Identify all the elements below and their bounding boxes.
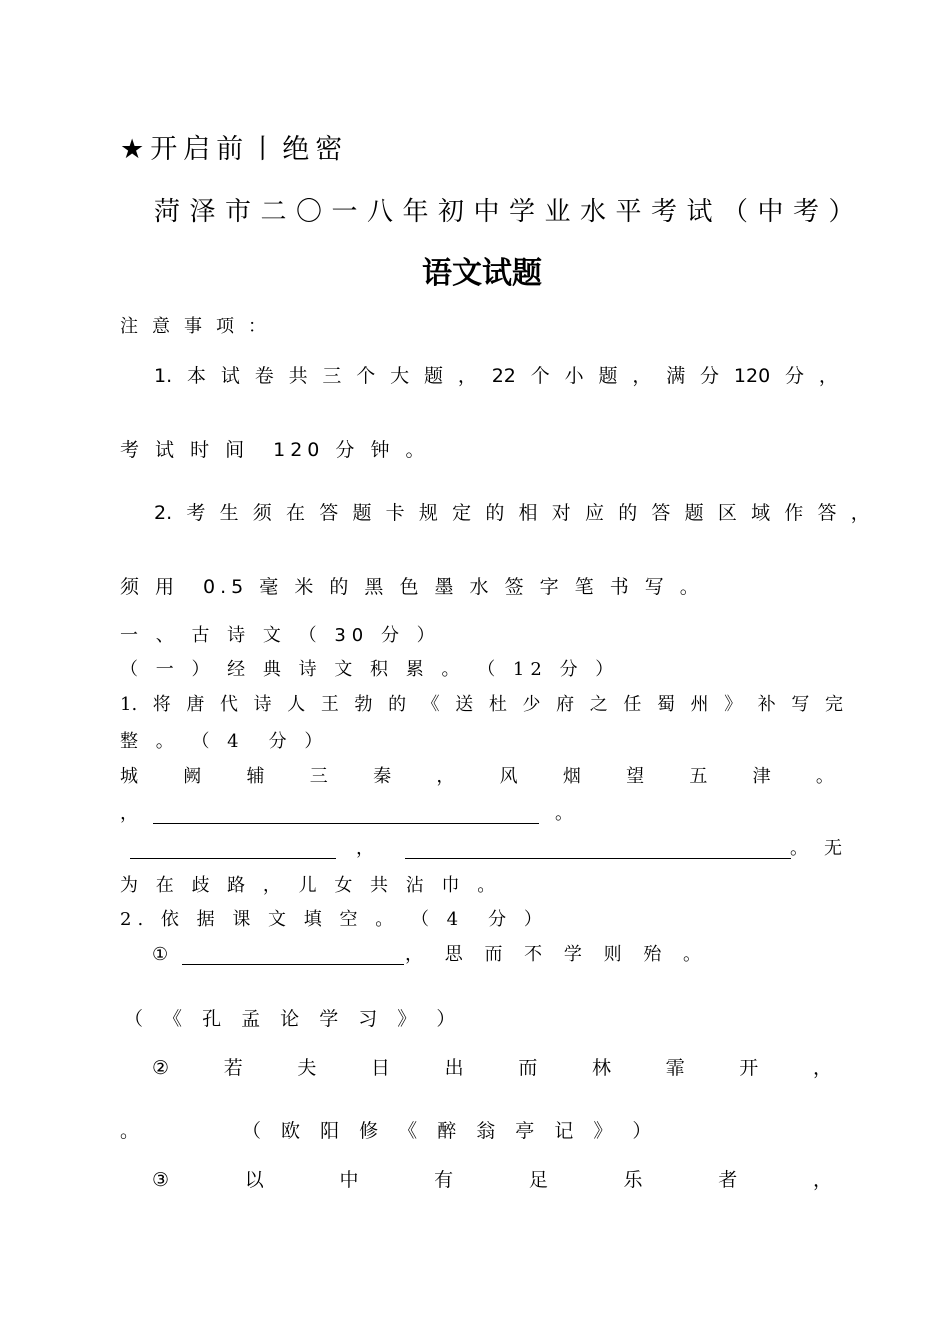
blank-line-2[interactable] [130,840,336,859]
char: 对 [551,502,571,524]
char: 写 [791,694,810,715]
char: ， [812,1057,832,1079]
char: 阙 [183,766,202,787]
char: ， [632,365,652,387]
char: 考 [186,502,206,524]
char: 22 [491,365,516,387]
char: 》 [724,694,743,715]
char: 试 [220,365,240,387]
question-1-line-1 [120,696,843,714]
char: ③ [152,1169,170,1191]
poem-line-2 [120,805,138,823]
char: 题 [684,502,704,524]
char: 题 [598,365,618,387]
char: 烟 [562,766,581,787]
char: ， [436,766,455,787]
char: 唐 [186,694,205,715]
char: ， [457,365,477,387]
item-1-text: ， 思 而 不 学 则 殆 。 [405,944,710,965]
notice-item-2-line-2: 须 用 0.5 毫 米 的 黑 色 墨 水 签 字 笔 书 写 。 [120,576,704,598]
char: 而 [518,1057,538,1079]
char: 者 [718,1169,738,1191]
char: 须 [252,502,272,524]
item-1-marker: ① [152,944,169,965]
char: 王 [320,694,339,715]
char: 题 [424,365,444,387]
char: 三 [322,365,342,387]
char: 小 [564,365,584,387]
char: 分 [700,365,720,387]
char: 作 [784,502,804,524]
period-mark: 。 [555,803,573,824]
notice-item-1-line-2: 考 试 时 间 120 分 钟 。 [120,439,430,461]
subject-title: 语文试题 [422,256,542,291]
char: 120 [733,365,771,387]
question-2-heading: 2. 依 据 课 文 填 空 。 （ 4 分 ） [120,909,548,930]
char: 答 [651,502,671,524]
char: 府 [556,694,575,715]
char: 本 [186,365,206,387]
char: 完 [824,694,843,715]
notice-item-2-line-1 [154,504,870,523]
part-1-heading: （ 一 ） 经 典 诗 文 积 累 。 （ 12 分 ） [120,659,620,680]
char: 夫 [297,1057,317,1079]
period-mark-2: 。 [790,838,808,859]
char: 大 [390,365,410,387]
char: 三 [309,766,328,787]
char: 代 [220,694,239,715]
char: 《 [421,694,440,715]
char: 津 [752,766,771,787]
char: 2. [154,502,173,524]
char: ， [818,365,838,387]
blank-line-4[interactable] [182,946,404,965]
char: 风 [499,766,518,787]
char: 应 [584,502,604,524]
blank-line-1[interactable] [153,805,539,824]
section-1-heading: 一 、 古 诗 文 （ 30 分 ） [120,625,441,646]
char: 杜 [488,694,507,715]
char: 望 [626,766,645,787]
char: 城 [120,766,138,787]
char: 霏 [665,1057,685,1079]
char: 答 [817,502,837,524]
char: 任 [623,694,642,715]
char: 的 [485,502,505,524]
char: 卷 [254,365,274,387]
comma-mark: ， [120,803,138,824]
char: ， [850,502,870,524]
notice-heading-text: 注意事项： [120,316,280,337]
char: 相 [518,502,538,524]
char: 辅 [246,766,265,787]
char: 以 [244,1169,264,1191]
char: 生 [219,502,239,524]
char: 题 [352,502,372,524]
mid-comma: ， [356,838,374,859]
char: 出 [444,1057,464,1079]
char: 中 [339,1169,359,1191]
char: 有 [434,1169,454,1191]
poem-last-line: 为 在 歧 路 ， 儿 女 共 沾 巾 。 [120,875,502,896]
char: 少 [522,694,541,715]
exam-title: 菏泽市二〇一八年初中学业水平考试（中考） [154,197,865,227]
notice-item-1-line-1 [154,367,838,386]
char: 诗 [253,694,272,715]
char: 送 [455,694,474,715]
item-3-line [152,1171,832,1190]
char: 满 [666,365,686,387]
char: 1. [154,365,173,387]
char: 区 [717,502,737,524]
char: 分 [785,365,805,387]
char: ② [152,1057,170,1079]
char: 在 [286,502,306,524]
char: 规 [418,502,438,524]
char: 1. [120,694,138,715]
char: 的 [388,694,407,715]
blank-line-3[interactable] [405,840,791,859]
char: 足 [528,1169,548,1191]
poem-char-wu: 无 [824,838,842,859]
char: 。 [815,766,834,787]
char: 将 [152,694,171,715]
secret-mark: ★开启前丨绝密 [120,134,349,165]
char: 个 [530,365,550,387]
char: 秦 [373,766,392,787]
char: 的 [618,502,638,524]
item-1-source: （ 《 孔 孟 论 学 习 》 ） [124,1008,463,1030]
char: 人 [287,694,306,715]
char: 定 [452,502,472,524]
char: 日 [371,1057,391,1079]
char: 补 [757,694,776,715]
char: 答 [319,502,339,524]
char: 林 [591,1057,611,1079]
char: 若 [223,1057,243,1079]
char: 州 [690,694,709,715]
char: 五 [689,766,708,787]
char: 勃 [354,694,373,715]
char: 开 [739,1057,759,1079]
char: 域 [751,502,771,524]
item-2-period: 。 [120,1120,140,1142]
poem-line-1 [120,768,834,786]
char: 共 [288,365,308,387]
item-2-line [152,1059,832,1078]
item-2-source: （ 欧 阳 修 《 醉 翁 亭 记 》 ） [242,1120,659,1142]
question-1-line-2: 整 。 （ 4 分 ） [120,731,329,752]
char: 个 [356,365,376,387]
char: 乐 [623,1169,643,1191]
char: 蜀 [656,694,675,715]
char: ， [812,1169,832,1191]
char: 卡 [385,502,405,524]
char: 之 [589,694,608,715]
